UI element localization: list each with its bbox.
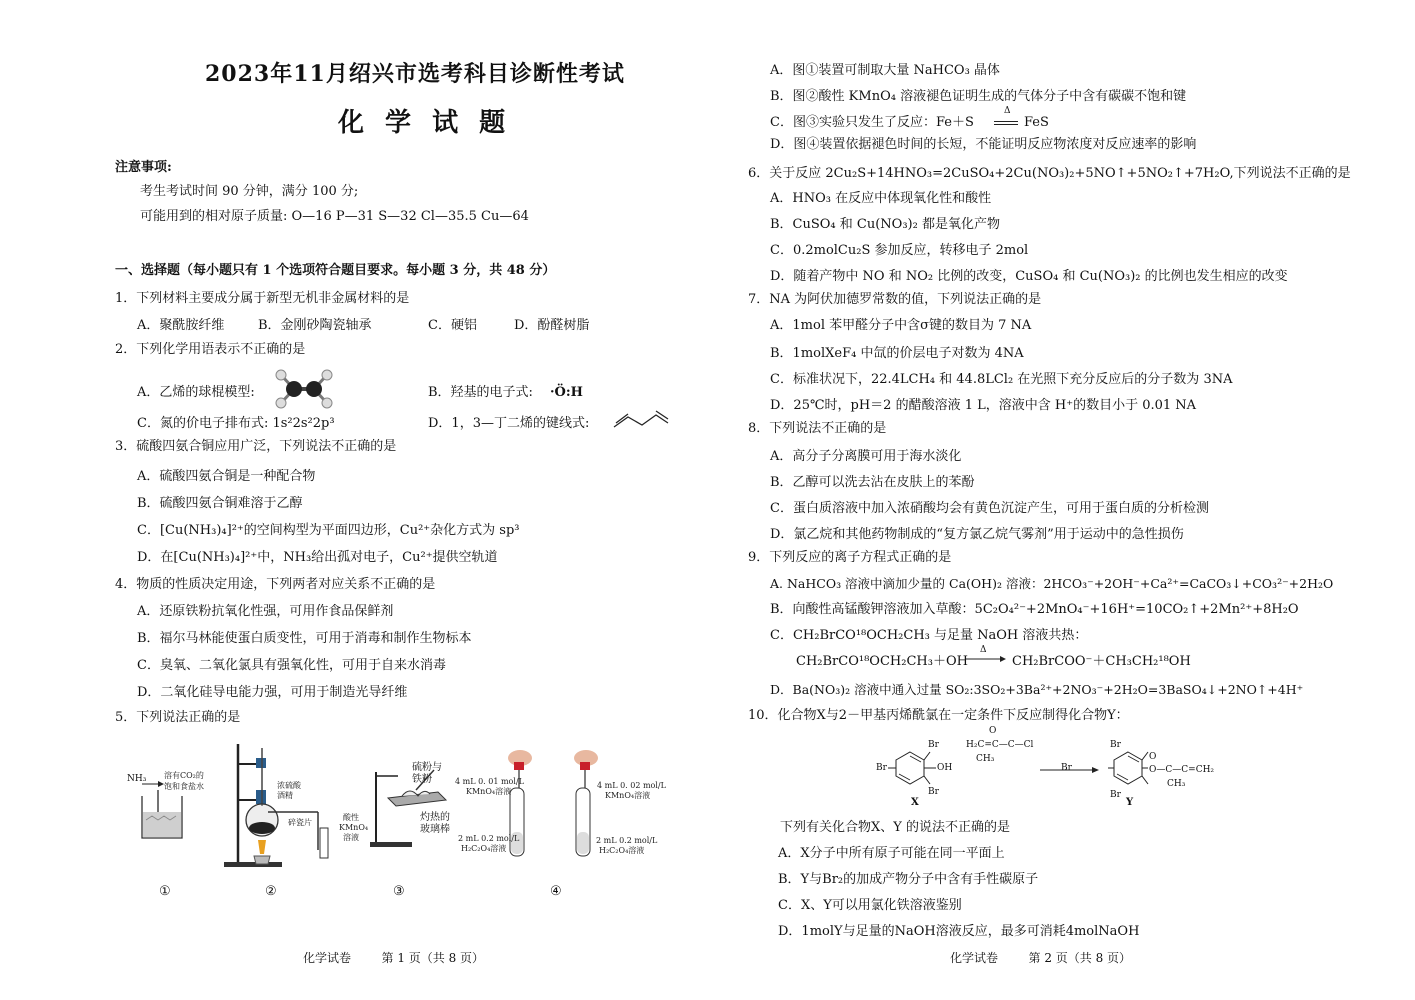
option: C．图③实验只发生了反应：Fe＋S [770,115,974,130]
y-chain: O—C—C=CH₂ [1149,765,1215,775]
option: D．25℃时，pH＝2 的醋酸溶液 1 L，溶液中含 H⁺的数目小于 0.01 NA [770,398,1197,413]
option: A. NaHCO₃ 溶液中滴加少量的 Ca(OH)₂ 溶液：2HCO₃⁻+2OH⁻+Ca²⁺=CaCO₃↓+CO₃²⁻+2H₂O [770,576,1334,591]
y-ch3: CH₃ [1167,779,1186,789]
nh3-label: NH₃ [127,774,147,784]
br-label: Br [1061,763,1072,773]
reagent-formula: H₂C=C—C—Cl [966,740,1034,750]
delta-sign: Δ [980,645,987,655]
option: A．图①装置可制取大量 NaHCO₃ 晶体 [770,63,1000,78]
reaction-arrow [966,655,1006,663]
figure-number: ④ [550,884,562,899]
question-stem: 7．NA 为阿伏加德罗常数的值，下列说法正确的是 [748,292,1042,307]
option: A．高分子分离膜可用于海水淡化 [770,449,962,464]
option: D．随着产物中 NO 和 NO₂ 比例的改变，CuSO₄ 和 Cu(NO₃)₂ 的比例也发生相应的改变 [770,269,1288,284]
option: B．羟基的电子式: [428,385,533,400]
question-stem: 10．化合物X与2－甲基丙烯酰氯在一定条件下反应制得化合物Y： [748,708,1129,723]
notice-line: 可能用到的相对原子质量: O—16 P—31 S—32 Cl—35.5 Cu—64 [140,209,529,224]
option: B．CuSO₄ 和 Cu(NO₃)₂ 都是氧化产物 [770,217,1000,232]
powder-label: 硫粉与 [412,762,442,773]
chip-label: 碎瓷片 [288,818,312,827]
option: D．在[Cu(NH₃)₄]²⁺中，NH₃给出孤对电子，Cu²⁺提供空轨道 [137,550,498,565]
t1-bot-label: H₂C₂O₄溶液 [461,844,507,853]
compound-y-label: Y [1126,797,1134,808]
option: D．二氧化硅导电能力强，可用于制造光导纤维 [137,685,408,700]
kmno4-label: 溶液 [343,833,359,842]
option: D．1，3—丁二烯的键线式: [428,416,590,431]
delta-sign: Δ [1004,106,1011,116]
option: C．蛋白质溶液中加入浓硝酸均会有黄色沉淀产生，可用于蛋白质的分析检测 [770,501,1209,516]
br-label: Br [928,740,939,750]
t2-bot-label: H₂C₂O₄溶液 [599,846,645,855]
option: A．HNO₃ 在反应中体现氧化性和酸性 [770,191,992,206]
ethanol-label: 酒精 [277,791,293,800]
compound-x-label: X [911,797,919,808]
salt-label: 溶有CO₂的 [164,771,204,780]
question-stem: 8．下列说法不正确的是 [748,421,887,436]
section-heading: 一、选择题（每小题只有 1 个选项符合题目要求。每小题 3 分，共 48 分） [115,263,556,278]
option: B．向酸性高锰酸钾溶液加入草酸：5C₂O₄²⁻+2MnO₄⁻+16H⁺=10CO₂↑+2Mn²⁺+8H₂O [770,602,1299,617]
salt-label: 饱和食盐水 [164,782,204,791]
t2-top-label: KMnO₄溶液 [605,791,651,800]
question-stem: 2．下列化学用语表示不正确的是 [115,342,306,357]
subject-title: 化 学 试 题 [338,108,512,138]
option: D．图④装置依据褪色时间的长短，不能证明反应物浓度对反应速率的影响 [770,137,1197,152]
option: A．硫酸四氨合铜是一种配合物 [137,469,316,484]
question-stem: 5．下列说法正确的是 [115,710,241,725]
hot-rod-label: 灼热的 [420,812,450,823]
option: C．标准状况下，22.4LCH₄ 和 44.8LCl₂ 在光照下充分反应后的分子数为 3NA [770,372,1233,387]
option: B．1molXeF₄ 中氙的价层电子对数为 4NA [770,346,1024,361]
t1-top-label: 4 mL 0. 01 mol/L [455,777,524,786]
oh-label: OH [937,763,953,773]
option: A．乙烯的球棍模型: [137,385,255,400]
option: C．硬铝 [428,318,477,333]
question-stem: 1．下列材料主要成分属于新型无机非金属材料的是 [115,291,410,306]
option: B．Y与Br₂的加成产物分子中含有手性碳原子 [778,872,1039,887]
page-footer: 化学试卷 第 2 页（共 8 页） [950,951,1132,965]
t2-bot-label: 2 mL 0.2 mol/L [596,836,658,845]
question-stem: 3．硫酸四氨合铜应用广泛，下列说法不正确的是 [115,439,397,454]
powder-label: 铁粉 [412,774,432,785]
option: B．金刚砂陶瓷轴承 [258,318,372,333]
option: B．乙醇可以洗去沾在皮肤上的苯酚 [770,475,975,490]
notice-heading: 注意事项: [115,160,172,175]
equation-left: CH₂BrCO¹⁸OCH₂CH₃＋OH⁻ [796,654,975,669]
kmno4-label: 酸性 [343,813,359,822]
option: C．臭氧、二氧化氯具有强氧化性，可用于自来水消毒 [137,658,446,673]
option: C．0.2molCu₂S 参加反应，转移电子 2mol [770,243,1029,258]
br-label: Br [1110,790,1121,800]
option: A．X分子中所有原子可能在同一平面上 [778,846,1005,861]
page-footer: 化学试卷 第 1 页（共 8 页） [303,951,485,965]
br-label: Br [928,787,939,797]
option: D．1molY与足量的NaOH溶液反应，最多可消耗4molNaOH [778,924,1140,939]
option: C．X、Y可以用氯化铁溶液鉴别 [778,898,962,913]
option: A．聚酰胺纤维 [137,318,225,333]
question-stem: 4．物质的性质决定用途，下列两者对应关系不正确的是 [115,577,436,592]
kmno4-label: KMnO₄ [339,823,369,832]
question-substem: 下列有关化合物X、Y 的说法不正确的是 [780,820,1010,835]
option: A．1mol 苯甲醛分子中含σ键的数目为 7 NA [770,318,1032,333]
option: A．还原铁粉抗氧化性强，可用作食品保鲜剂 [137,604,394,619]
product: FeS [1024,115,1049,130]
option: B．硫酸四氨合铜难溶于乙醇 [137,496,303,511]
question-stem: 6．关于反应 2Cu₂S+14HNO₃=2CuSO₄+2Cu(NO₃)₂+5NO↑+5NO₂↑+7H₂O,下列说法不正确的是 [748,166,1351,181]
question-stem: 9．下列反应的离子方程式正确的是 [748,550,952,565]
conc-acid-label: 浓硫酸 [277,781,301,790]
figure-number: ③ [393,884,405,899]
option: D．酚醛树脂 [514,318,590,333]
option: B．福尔马林能使蛋白质变性，可用于消毒和制作生物标本 [137,631,472,646]
figure-number: ① [159,884,171,899]
equals-line [994,124,1018,125]
equation-right: CH₂BrCOO⁻＋CH₃CH₂¹⁸OH [1012,654,1191,669]
notice-line: 考生考试时间 90 分钟，满分 100 分; [140,184,359,199]
br-label: Br [1110,740,1121,750]
option: C．CH₂BrCO¹⁸OCH₂CH₃ 与足量 NaOH 溶液共热： [770,628,1088,643]
ethylene-ball-stick-model [272,364,336,414]
y-carbonyl-o: O [1149,752,1157,762]
butadiene-skeletal-formula [612,407,670,431]
t1-top-label: KMnO₄溶液 [466,787,512,796]
apparatus-figure-2 [218,740,342,870]
option: D．Ba(NO₃)₂ 溶液中通入过量 SO₂:3SO₂+3Ba²⁺+2NO₃⁻+2H₂O=3BaSO₄↓+2NO↑+4H⁺ [770,682,1304,697]
exam-title: 2023年11月绍兴市选考科目诊断性考试 [205,61,625,87]
br-label: Br [876,763,887,773]
option: C．氮的价电子排布式: 1s²2s²2p³ [137,416,335,431]
t1-bot-label: 2 mL 0.2 mol/L [458,834,520,843]
option: B．图②酸性 KMnO₄ 溶液褪色证明生成的气体分子中含有碳碳不饱和键 [770,89,1187,104]
option: D．氯乙烷和其他药物制成的“复方氯乙烷气雾剂”用于运动中的急性损伤 [770,527,1184,542]
reagent-ch3: CH₃ [976,754,995,764]
hot-rod-label: 玻璃棒 [420,824,450,835]
equals-line [994,121,1018,122]
hydroxyl-electron-formula: ·Ö:H [550,385,583,400]
t2-top-label: 4 mL 0. 02 mol/L [597,781,666,790]
option: C．[Cu(NH₃)₄]²⁺的空间构型为平面四边形，Cu²⁺杂化方式为 sp³ [137,523,520,538]
figure-number: ② [265,884,277,899]
reagent-o: O [989,726,997,736]
